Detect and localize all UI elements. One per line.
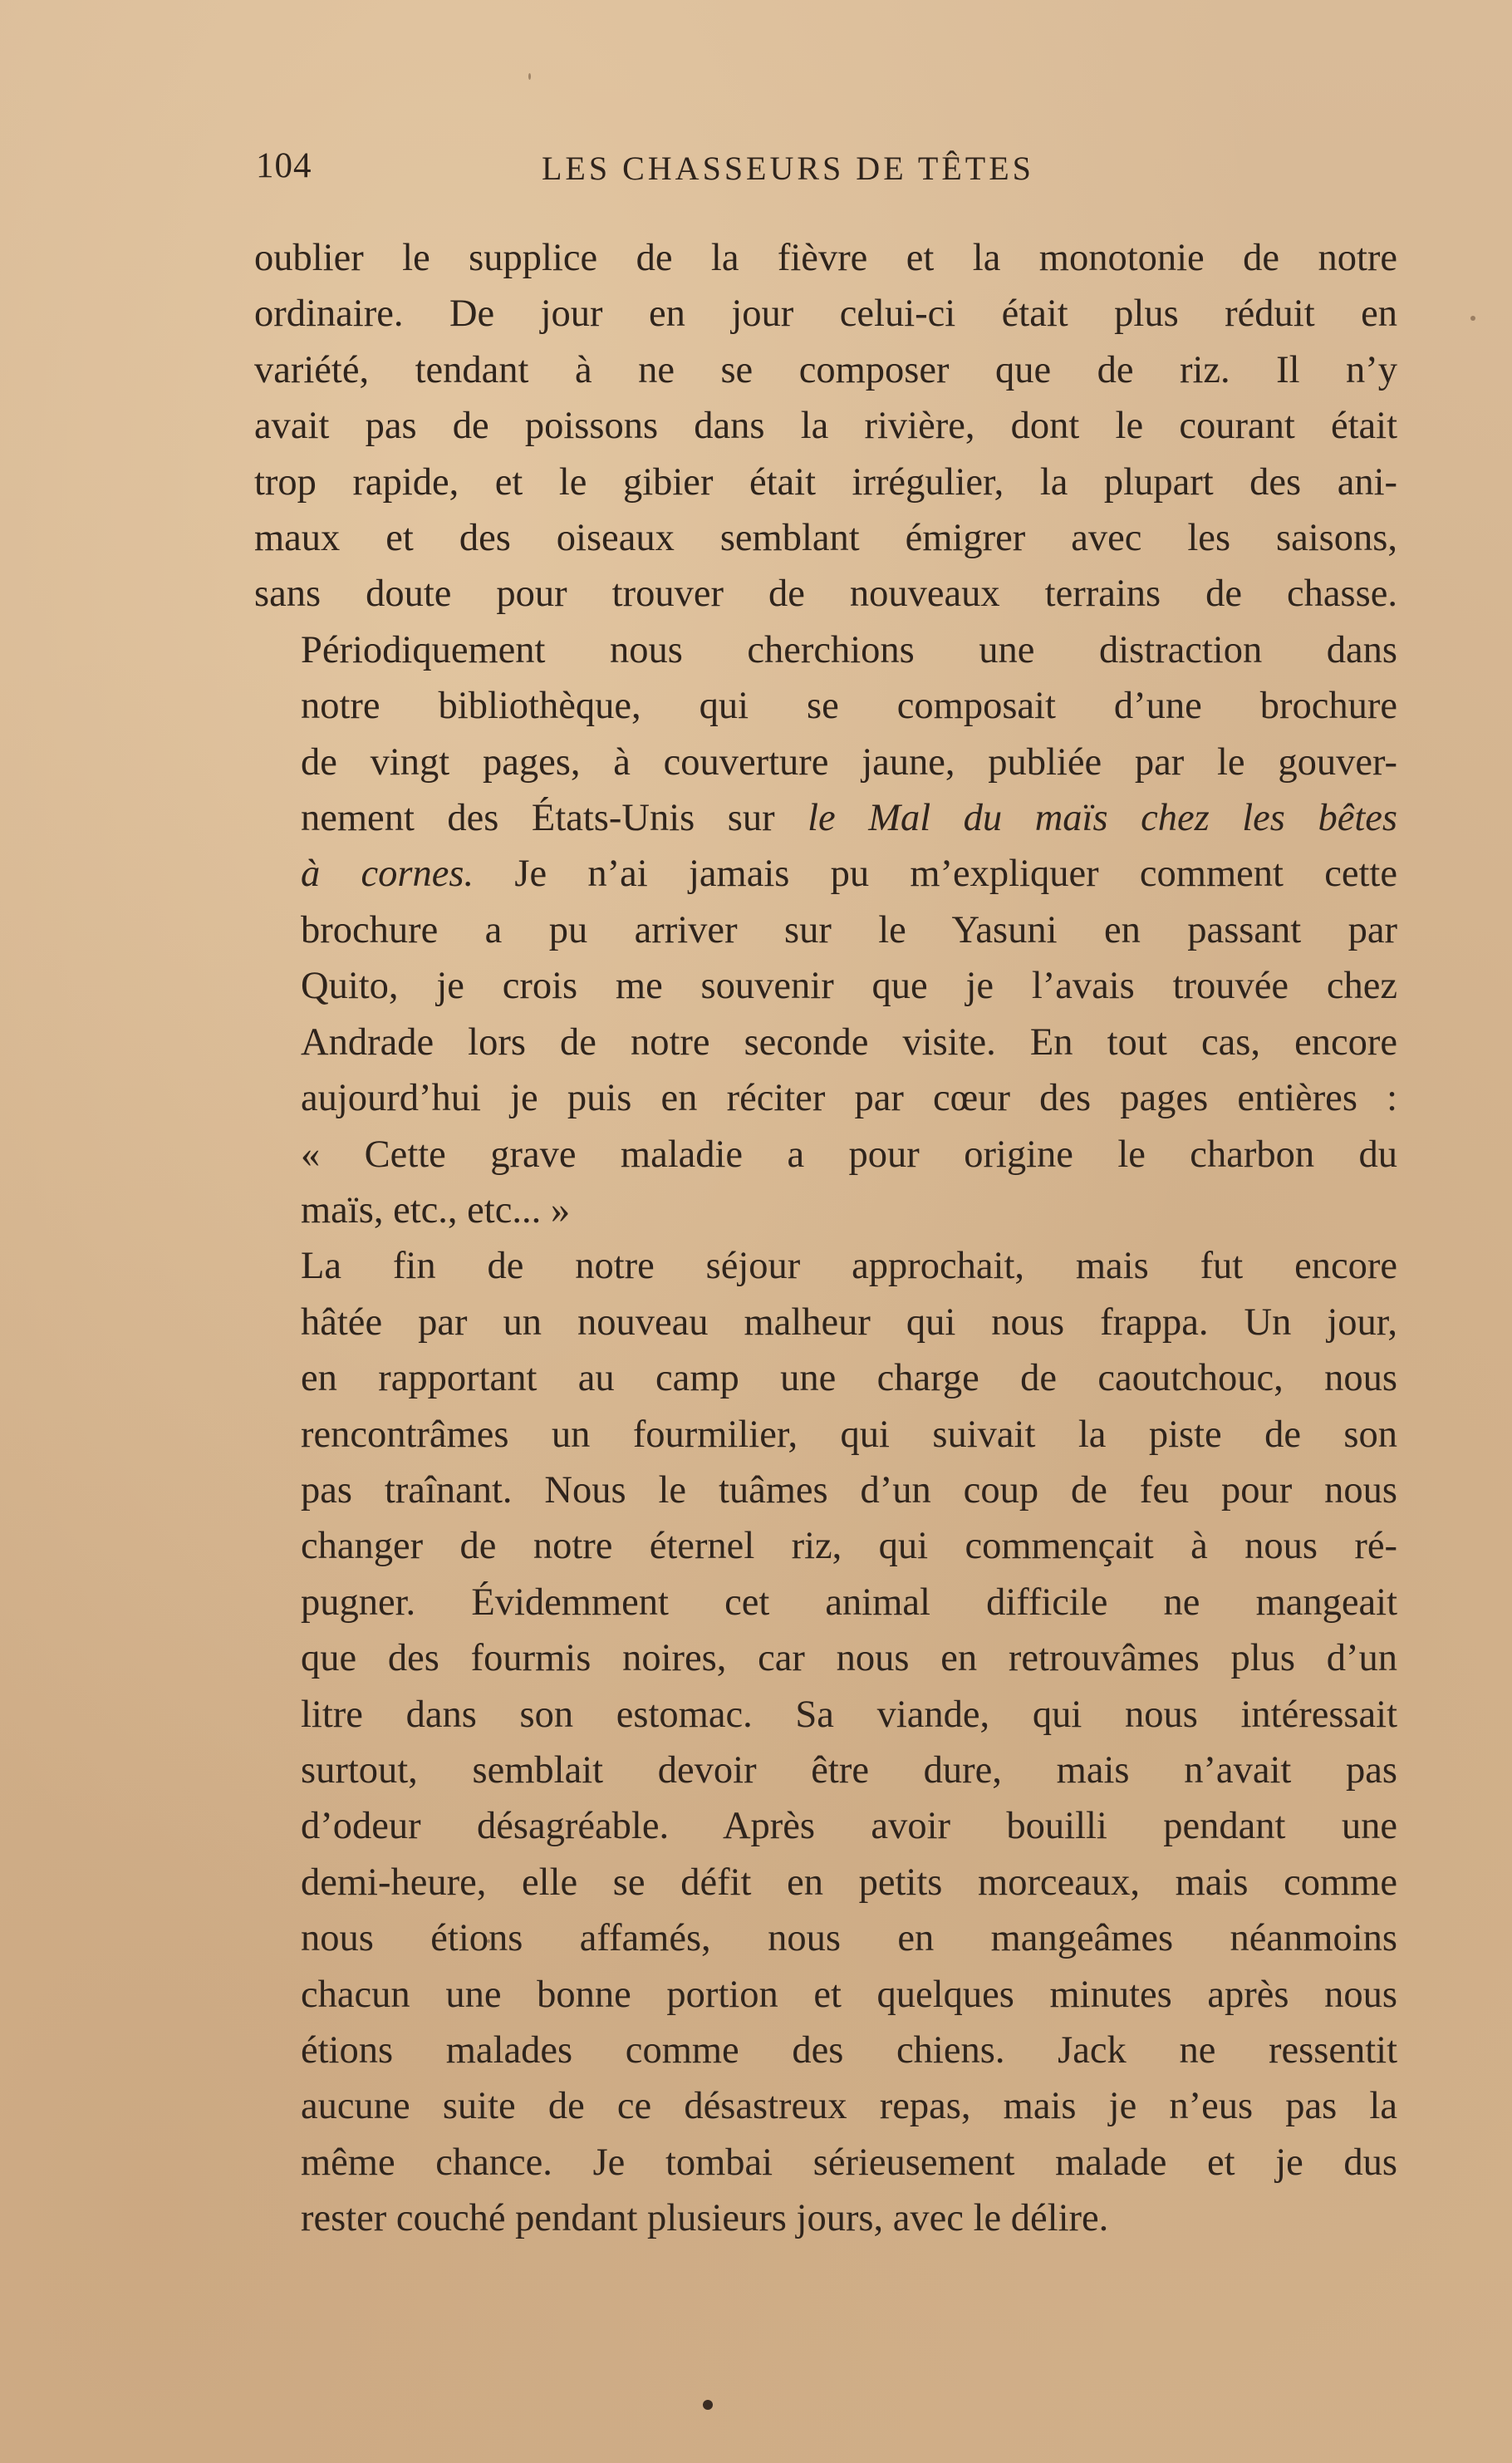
page-header (256, 145, 1396, 195)
text-roman: Je n’ai jamais pu m’expliquer comment cette (474, 853, 1397, 896)
text-line: litre dans son estomac. Sa viande, qui nous intéressait (301, 1693, 1397, 1736)
text-line-mixed (254, 790, 1397, 846)
text-line: brochure a pu arriver sur le Yasuni en passant par (301, 908, 1397, 951)
paper-speck (487, 1939, 490, 1943)
text-line: rester couché pendant plusieurs jours, avec le délire. (301, 2197, 1109, 2240)
text-line: surtout, semblait devoir être dure, mais n’avait pas (301, 1748, 1397, 1792)
text-line-mixed (254, 846, 1397, 902)
book-title-italic: à cornes. (301, 853, 474, 896)
text-line: maux et des oiseaux semblant émigrer avec les saisons, (254, 517, 1397, 560)
text-line: notre bibliothèque, qui se composait d’une brochure (301, 685, 1397, 728)
text-line: étions malades comme des chiens. Jack ne ressentit (301, 2029, 1397, 2072)
text-line: maïs, etc., etc... » (301, 1188, 571, 1232)
text-line: nous étions affamés, nous en mangeâmes néanmoins (301, 1917, 1397, 1960)
page-number: 104 (256, 146, 312, 185)
text-line: Quito, je crois me souvenir que je l’avais trouvée chez (301, 965, 1397, 1008)
text-line: même chance. Je tombai sérieusement malade et je dus (301, 2141, 1397, 2184)
text-line: hâtée par un nouveau malheur qui nous frappa. Un jour, (301, 1300, 1397, 1344)
paper-speck (1470, 316, 1475, 321)
text-roman: nement des États-Unis sur (301, 797, 808, 840)
text-line: que des fourmis noires, car nous en retrouvâmes plus d’un (301, 1637, 1397, 1680)
text-line: d’odeur désagréable. Après avoir bouilli pendant une (301, 1805, 1397, 1848)
text-line: variété, tendant à ne se composer que de riz. Il n’y (254, 348, 1397, 391)
text-line: Périodiquement nous cherchions une distraction dans (301, 628, 1397, 671)
footer-dot (703, 2400, 713, 2410)
text-line: oublier le supplice de la fièvre et la monotonie de notre (254, 237, 1397, 279)
text-line: « Cette grave maladie a pour origine le charbon du (301, 1133, 1397, 1176)
paragraph-3 (254, 1238, 1397, 2246)
text-line: pugner. Évidemment cet animal difficile ne mangeait (301, 1581, 1397, 1624)
text-line: trop rapide, et le gibier était irrégulier, la plupart des ani- (254, 460, 1397, 504)
paragraph-2 (254, 622, 1397, 1238)
text-line: de vingt pages, à couverture jaune, publiée par le gouver- (301, 740, 1397, 784)
text-line: changer de notre éternel riz, qui commençait à nous ré- (301, 1525, 1397, 1568)
text-line: ordinaire. De jour en jour celui-ci était plus réduit en (254, 293, 1397, 336)
text-line: La fin de notre séjour approchait, mais fut encore (301, 1245, 1397, 1288)
paragraph-1 (254, 230, 1397, 622)
text-line: chacun une bonne portion et quelques minutes après nous (301, 1973, 1397, 2016)
running-title: LES CHASSEURS DE TÊTES (542, 150, 1034, 187)
body-text (254, 230, 1397, 2247)
text-line: avait pas de poissons dans la rivière, dont le courant était (254, 405, 1397, 448)
text-line: aujourd’hui je puis en réciter par cœur des pages entières : (301, 1077, 1397, 1120)
book-title-italic: le Mal du maïs chez les bêtes (808, 797, 1397, 840)
text-line: en rapportant au camp une charge de caoutchouc, nous (301, 1357, 1397, 1400)
text-line: demi-heure, elle se défit en petits morceaux, mais comme (301, 1861, 1397, 1904)
text-line: rencontrâmes un fourmilier, qui suivait la piste de son (301, 1413, 1397, 1456)
text-line: aucune suite de ce désastreux repas, mais je n’eus pas la (301, 2085, 1397, 2128)
text-line: sans doute pour trouver de nouveaux terrains de chasse. (254, 573, 1397, 616)
paper-speck (528, 73, 531, 80)
text-line: Andrade lors de notre seconde visite. En tout cas, encore (301, 1020, 1397, 1064)
text-line: pas traînant. Nous le tuâmes d’un coup de feu pour nous (301, 1468, 1397, 1512)
